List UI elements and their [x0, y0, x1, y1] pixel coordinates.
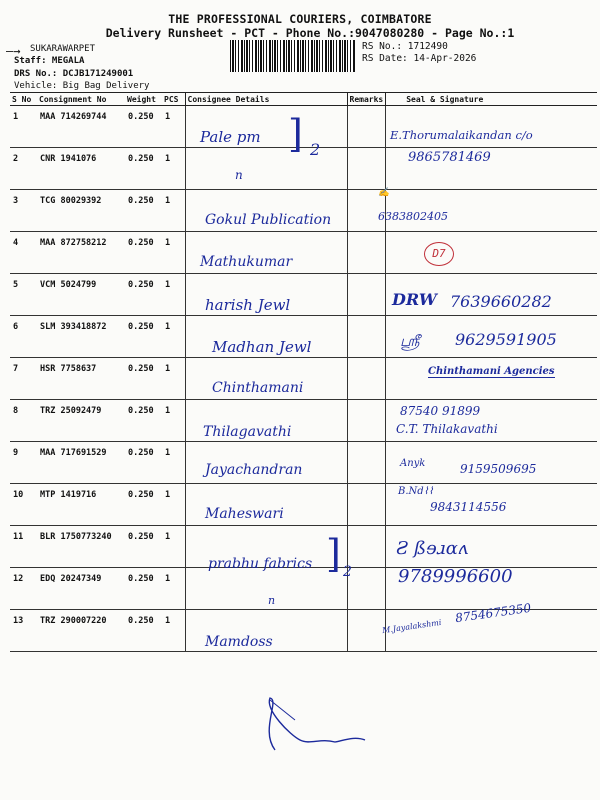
row-consignment-no: SLM 393418872: [37, 316, 125, 358]
barcode: [230, 40, 355, 72]
row-consignment-no: TRZ 25092479: [37, 400, 125, 442]
row-sno: 8: [10, 400, 37, 442]
hw-consignee-1: Pale pm: [200, 128, 261, 146]
row-remarks: [347, 316, 386, 358]
hw-phone-9: 9159509695: [460, 462, 537, 476]
row-remarks: [347, 400, 386, 442]
row-pcs: 1: [162, 442, 185, 484]
col-pcs: PCS: [162, 93, 185, 106]
hw-count-1: 2: [310, 140, 321, 159]
hw-phone-13: 8754675350: [454, 600, 532, 626]
row-seal-signature: [386, 358, 597, 400]
row-pcs: 1: [162, 316, 185, 358]
row-consignment-no: VCM 5024799: [37, 274, 125, 316]
row-sno: 13: [10, 610, 37, 652]
table-row: [10, 358, 597, 400]
col-sno: S No: [10, 93, 37, 106]
col-weight: Weight: [125, 93, 162, 106]
runsheet-subtitle: Delivery Runsheet - PCT - Phone No.:9047080280 - Page No.:1: [105, 26, 515, 40]
row-remarks: [347, 232, 386, 274]
table-row: [10, 400, 597, 442]
row-pcs: 1: [162, 190, 185, 232]
hw-consignee-7: Chinthamani: [212, 380, 304, 396]
row-consignment-no: MAA 872758212: [37, 232, 125, 274]
row-pcs: 1: [162, 232, 185, 274]
hw-consignee-3: Gokul Publication: [205, 212, 332, 228]
row-sno: 1: [10, 106, 37, 148]
row-pcs: 1: [162, 484, 185, 526]
bracket-mark: ]: [288, 112, 303, 156]
row-pcs: 1: [162, 274, 185, 316]
row-seal-signature: [386, 232, 597, 274]
row-weight: 0.250: [125, 148, 162, 190]
row-consignment-no: EDQ 20247349: [37, 568, 125, 610]
hw-phone-6: 9629591905: [455, 330, 557, 349]
rs-number: RS No.: 1712490: [362, 41, 448, 52]
col-remarks: Remarks: [347, 93, 386, 106]
staff-name: Staff: MEGALA: [14, 56, 85, 66]
row-sno: 6: [10, 316, 37, 358]
hw-phone-5: 7639660282: [450, 292, 552, 311]
hw-phone-12: 9789996600: [398, 566, 513, 587]
hw-signature-8: C.T. Thilakavathi: [396, 422, 498, 436]
row-consignment-no: HSR 7758637: [37, 358, 125, 400]
hw-signature-13: M.Jayalakshmi: [381, 617, 442, 636]
hw-signature-1: E.Thorumalaikandan c/o: [390, 128, 533, 142]
col-consignment: Consignment No: [37, 93, 125, 106]
stamp-7: Chinthamani Agencies: [428, 366, 555, 377]
row-remarks: [347, 148, 386, 190]
hw-consignee-11: prabhu fabrics: [208, 556, 313, 572]
row-consignment-no: BLR 1750773240: [37, 526, 125, 568]
row-weight: 0.250: [125, 232, 162, 274]
hw-signature-9: Anyk: [400, 458, 426, 469]
row-weight: 0.250: [125, 106, 162, 148]
row-consignment-no: TRZ 290007220: [37, 610, 125, 652]
row-weight: 0.250: [125, 400, 162, 442]
row-remarks: [347, 274, 386, 316]
row-consignment-no: CNR 1941076: [37, 148, 125, 190]
staff-signature: [240, 690, 370, 760]
row-consignee-details: [185, 148, 347, 190]
row-sno: 3: [10, 190, 37, 232]
row-sno: 9: [10, 442, 37, 484]
hw-signature-10: B.Nd⌇⌇: [398, 486, 434, 497]
rs-date: RS Date: 14-Apr-2026: [362, 53, 477, 64]
row-pcs: 1: [162, 526, 185, 568]
hw-consignee-8: Thilagavathi: [203, 424, 292, 440]
row-consignment-no: MAA 714269744: [37, 106, 125, 148]
row-weight: 0.250: [125, 568, 162, 610]
row-sno: 12: [10, 568, 37, 610]
row-sno: 11: [10, 526, 37, 568]
col-consignee: Consignee Details: [185, 93, 347, 106]
hw-consignee-13: Mamdoss: [205, 634, 273, 650]
row-remarks: [347, 526, 386, 568]
row-weight: 0.250: [125, 358, 162, 400]
row-weight: 0.250: [125, 274, 162, 316]
vehicle: Vehicle: Big Bag Delivery: [14, 81, 150, 91]
hw-count-2: 2: [343, 564, 352, 580]
row-remarks: [347, 568, 386, 610]
row-pcs: 1: [162, 148, 185, 190]
row-consignee-details: [185, 568, 347, 610]
row-sno: 4: [10, 232, 37, 274]
hw-consignee-6: Madhan Jewl: [212, 338, 312, 356]
row-weight: 0.250: [125, 442, 162, 484]
row-remarks: [347, 610, 386, 652]
table-row: [10, 484, 597, 526]
drs-number: DRS No.: DCJB171249001: [14, 69, 134, 79]
hw-consignee-10: Maheswari: [205, 506, 284, 522]
hw-phone-10: 9843114556: [430, 500, 507, 514]
row-weight: 0.250: [125, 316, 162, 358]
row-pcs: 1: [162, 106, 185, 148]
col-seal: Seal & Signature: [386, 93, 597, 106]
bracket-mark-2: ]: [326, 532, 341, 576]
row-sno: 5: [10, 274, 37, 316]
hw-signature-3: ✍: [378, 188, 390, 198]
hw-phone-8: 87540 91899: [400, 404, 481, 418]
row-remarks: [347, 484, 386, 526]
row-remarks: [347, 442, 386, 484]
row-pcs: 1: [162, 568, 185, 610]
row-weight: 0.250: [125, 526, 162, 568]
branch-name: SUKARAWARPET: [30, 44, 96, 54]
runsheet-title: THE PROFESSIONAL COURIERS, COIMBATORE: [168, 12, 432, 26]
hw-phone-3: 6383802405: [378, 210, 448, 223]
hw-consignee-12: n: [268, 594, 276, 607]
row-sno: 2: [10, 148, 37, 190]
row-pcs: 1: [162, 400, 185, 442]
row-pcs: 1: [162, 358, 185, 400]
stamp-d7: D7: [424, 242, 454, 266]
hw-signature-5: DRW: [392, 290, 437, 309]
row-sno: 7: [10, 358, 37, 400]
row-consignment-no: MAA 717691529: [37, 442, 125, 484]
row-weight: 0.250: [125, 484, 162, 526]
row-remarks: [347, 358, 386, 400]
hw-consignee-9: Jayachandran: [205, 462, 303, 478]
row-weight: 0.250: [125, 610, 162, 652]
row-pcs: 1: [162, 610, 185, 652]
handwritten-tick: –→: [6, 44, 21, 58]
table-row: [10, 148, 597, 190]
row-consignment-no: TCG 80029392: [37, 190, 125, 232]
row-sno: 10: [10, 484, 37, 526]
row-weight: 0.250: [125, 190, 162, 232]
hw-signature-11: Ƨ ßɘɹɑʌ: [396, 538, 469, 559]
row-remarks: [347, 106, 386, 148]
hw-phone-1: 9865781469: [408, 150, 491, 165]
table-header-row: [10, 93, 597, 106]
table-row: [10, 232, 597, 274]
row-consignment-no: MTP 1419716: [37, 484, 125, 526]
hw-signature-6: ஸ்ரீ: [400, 332, 420, 350]
hw-consignee-4: Mathukumar: [200, 254, 293, 270]
hw-consignee-2: n: [235, 168, 243, 182]
hw-consignee-5: harish Jewl: [205, 296, 291, 314]
